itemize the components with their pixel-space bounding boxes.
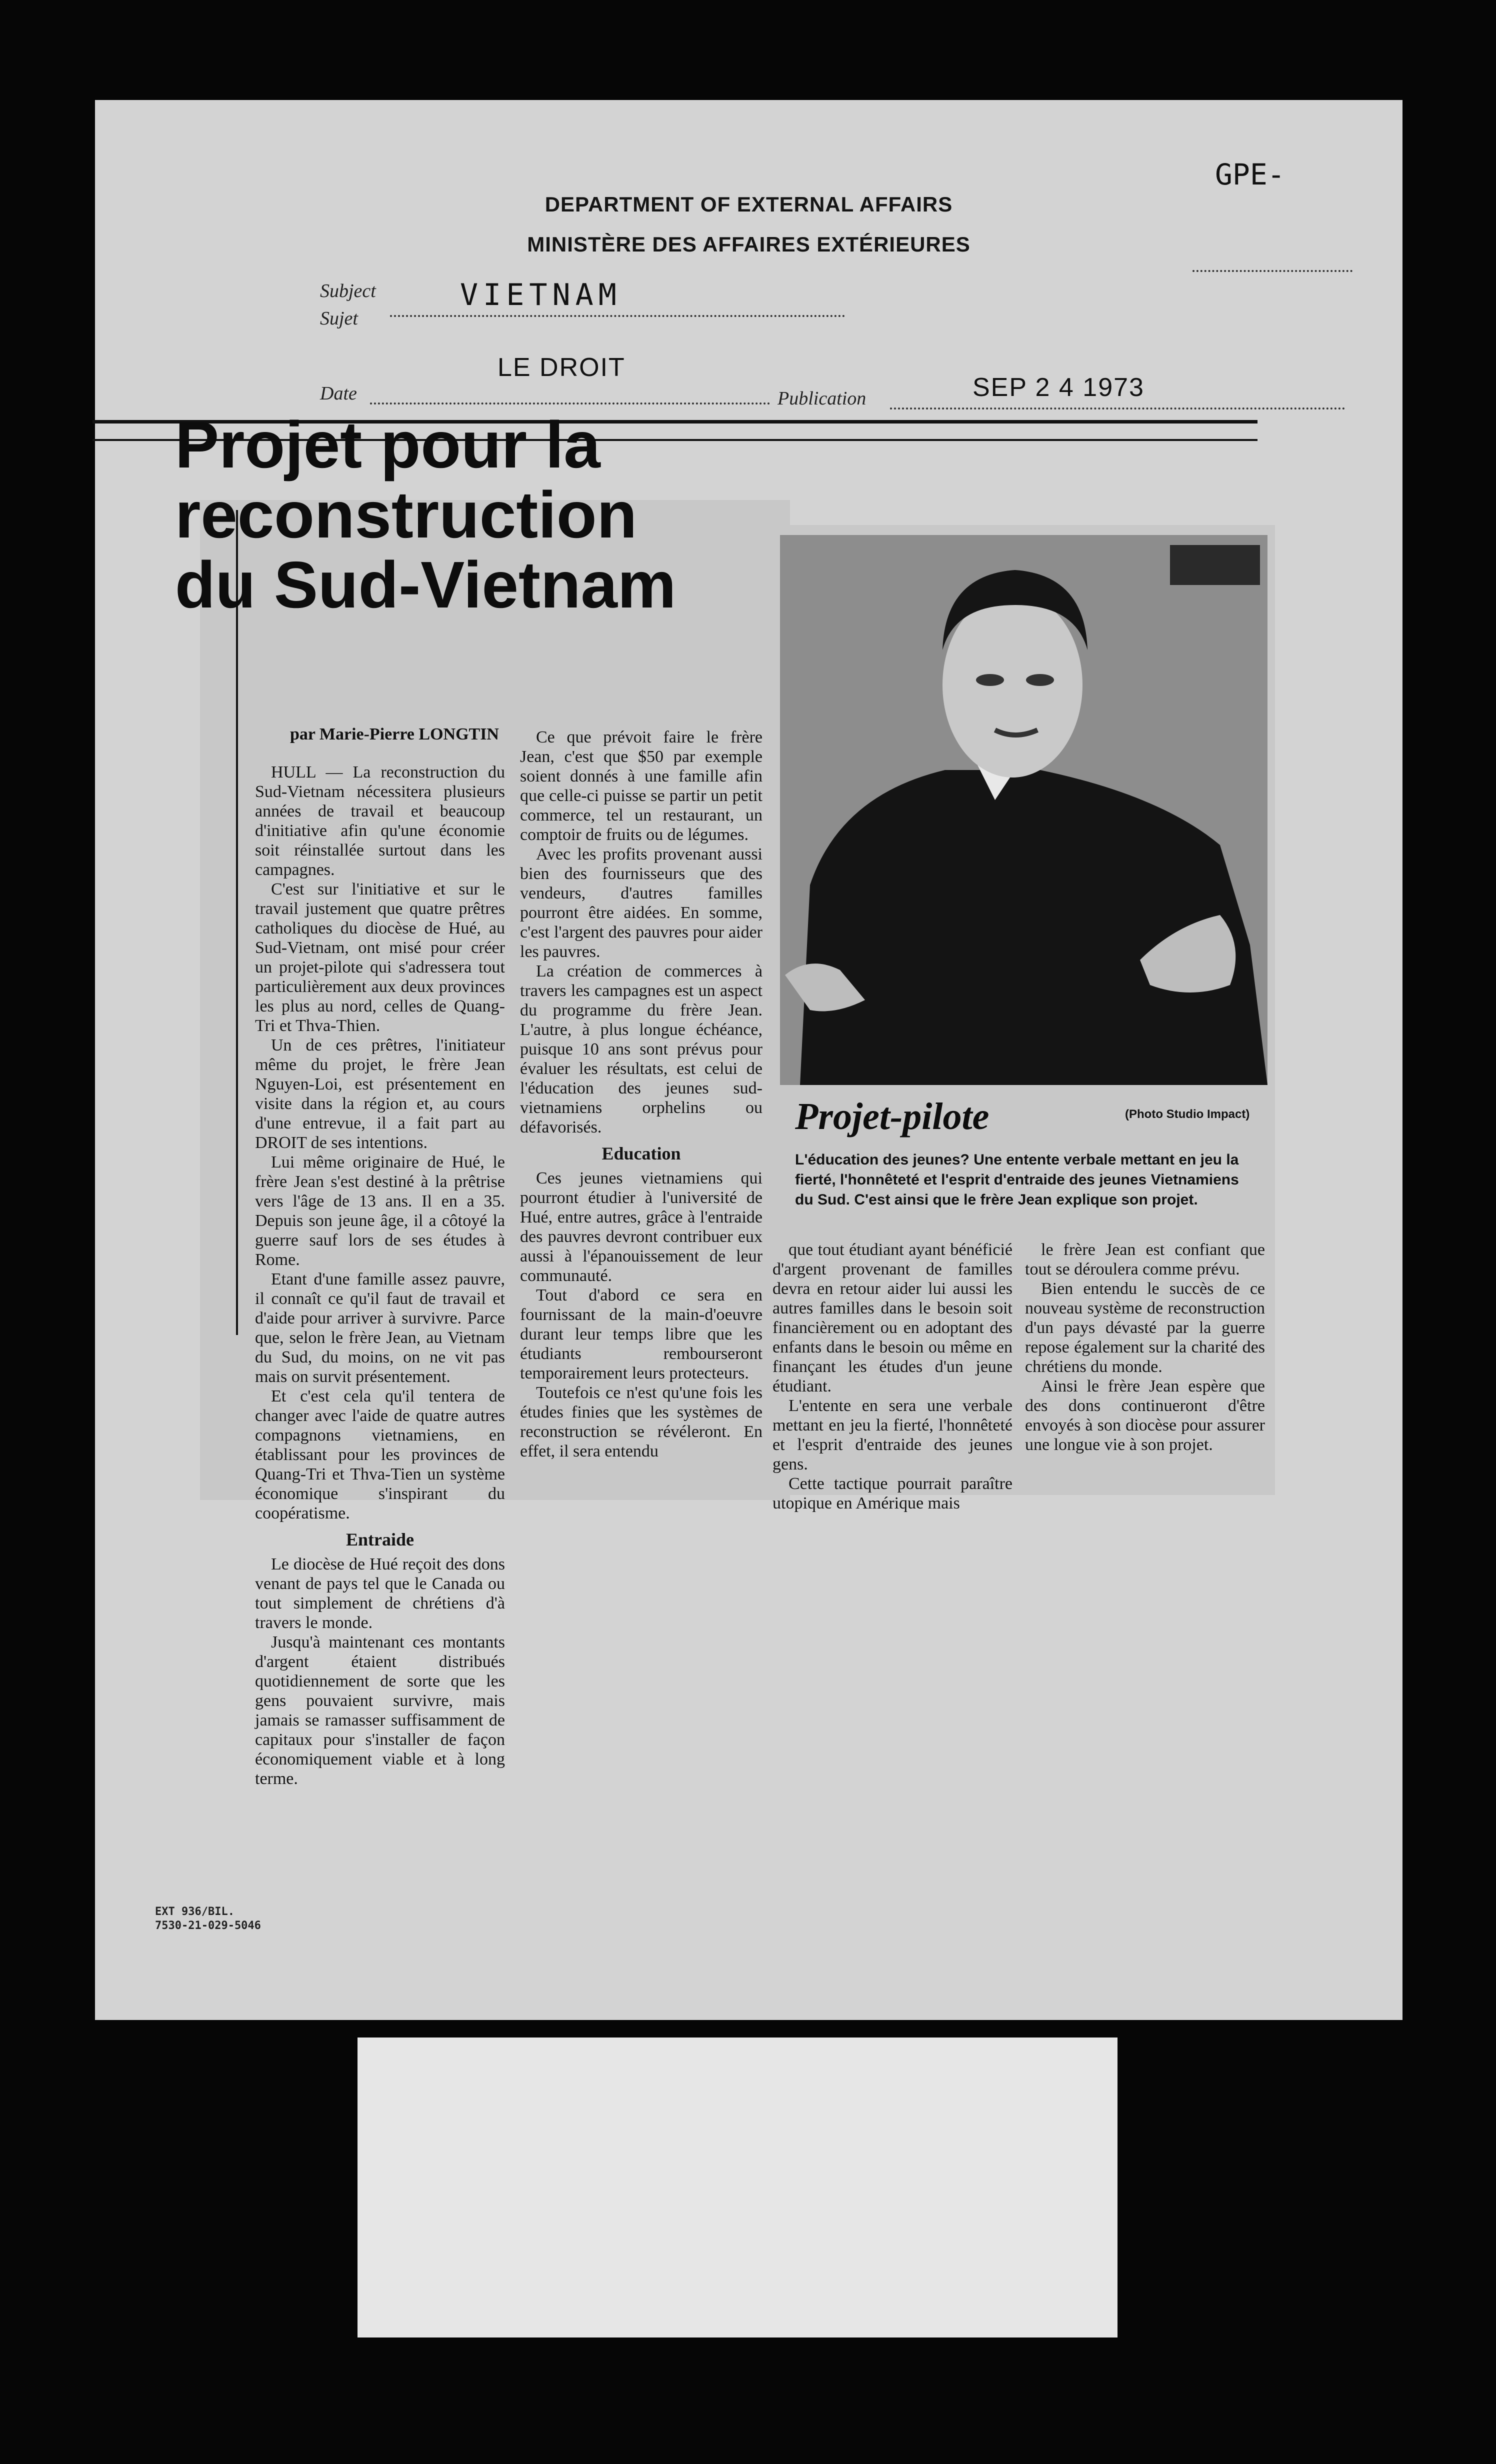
column-rule <box>236 510 238 1335</box>
department-title-fr: MINISTÈRE DES AFFAIRES EXTÉRIEURES <box>527 232 970 256</box>
subject-value: VIETNAM <box>460 278 622 312</box>
article-column-2 <box>520 728 762 1461</box>
sujet-label: Sujet <box>320 308 358 329</box>
paragraph: que tout étudiant ayant bénéficié d'argent provenant de familles devra en retour aider lui aussi les autres familles dans le besoin soit financièrement ou en adoptant des enfants dans le besoin ou même en finançant les études d'un jeune étudiant. <box>772 1240 1012 1396</box>
article-column-3 <box>772 1240 1012 1513</box>
paragraph: Toutefois ce n'est qu'une fois les études finies que les systèmes de reconstruction se révéleront. En effet, il sera entendu <box>520 1384 762 1460</box>
publication-dots <box>890 408 1345 410</box>
paragraph: Tout d'abord ce sera en fournissant de la main-d'oeuvre durant leur temps libre que les étudiants rembourseront temporairement leurs protecteurs. <box>520 1286 762 1382</box>
paragraph: Le diocèse de Hué reçoit des dons venant de pays tel que le Canada ou tout simplement de chrétiens d'à travers le monde. <box>255 1555 505 1632</box>
paragraph: le frère Jean est confiant que tout se déroulera comme prévu. <box>1025 1240 1265 1278</box>
paragraph: Jusqu'à maintenant ces montants d'argent étaient distribués quotidiennement de sorte que les gens pouvaient survivre, mais jamais se ramasser suffisamment de capitaux pour s'installer de façon économiquement viable et à long terme. <box>255 1633 505 1788</box>
date-dots <box>370 402 770 404</box>
byline: par Marie-Pierre LONGTIN <box>290 725 499 744</box>
paragraph: L'entente en sera une verbale mettant en jeu la fierté, l'honnêteté et l'esprit d'entraide des jeunes gens. <box>772 1396 1012 1474</box>
photo-credit: (Photo Studio Impact) <box>1125 1108 1250 1121</box>
paper-slip <box>358 2038 1118 2338</box>
date-value: LE DROIT <box>498 353 626 382</box>
section-heading-education: Education <box>602 1144 681 1164</box>
photo-caption: L'éducation des jeunes? Une entente verbale mettant en jeu la fierté, l'honnêteté et l'esprit d'entraide des jeunes Vietnamiens du Sud. C'est ainsi que le frère Jean explique son projet. <box>795 1152 1239 1208</box>
paragraph: Un de ces prêtres, l'initiateur même du projet, le frère Jean Nguyen-Loi, est présentement en visite dans la région et, au cours d'une entrevue, il a fait part au DROIT de ses intentions. <box>255 1036 505 1152</box>
portrait-photo <box>780 535 1268 1085</box>
form-code-line-1: EXT 936/BIL. <box>155 1906 234 1918</box>
file-mark: GPE- <box>1215 158 1285 192</box>
portrait-figure <box>780 535 1268 1085</box>
headline-line-3: du Sud-Vietnam <box>175 548 676 622</box>
paragraph: Avec les profits provenant aussi bien des fournisseurs que des vendeurs, d'autres familles pourront être aidées. En somme, c'est l'argent des pauvres pour aider les pauvres. <box>520 845 762 961</box>
paragraph: Bien entendu le succès de ce nouveau système de reconstruction d'un pays dévasté par la guerre repose également sur la charité des chrétiens du monde. <box>1025 1280 1265 1376</box>
paragraph: Cette tactique pourrait paraître utopique en Amérique mais <box>772 1474 1012 1512</box>
date-label: Date <box>320 383 357 404</box>
subject-dots <box>390 315 845 317</box>
file-dots <box>1192 270 1352 272</box>
paragraph: Ces jeunes vietnamiens qui pourront étudier à l'université de Hué, entre autres, grâce à l'entraide des pauvres devront contribuer eux aussi à l'épanouissement de leur communauté. <box>520 1169 762 1285</box>
paragraph: C'est sur l'initiative et sur le travail justement que quatre prêtres catholiques du diocèse de Hué, au Sud-Vietnam, ont misé pour créer un projet-pilote qui s'adressera tout particulièrement aux deux provinces les plus au nord, celles de Quang-Tri et Thva-Thien. <box>255 880 505 1035</box>
article-column-1 <box>255 762 505 1788</box>
paragraph: Et c'est cela qu'il tentera de changer avec l'aide de quatre autres compagnons vietnamiens, en établissant pour les provinces de Quang-Tri et Thva-Tien un système économique s'inspirant du coopératisme. <box>255 1387 505 1522</box>
publication-value: SEP 2 4 1973 <box>972 373 1144 402</box>
paragraph: HULL — La reconstruction du Sud-Vietnam nécessitera plusieurs années de travail et beaucoup d'initiative afin qu'une économie soit réinstallée surtout dans les campagnes. <box>255 763 505 879</box>
department-title-en: DEPARTMENT OF EXTERNAL AFFAIRS <box>544 192 953 216</box>
headline <box>175 410 800 620</box>
form-code <box>155 1905 261 1933</box>
section-heading-entraide: Entraide <box>346 1530 414 1550</box>
paragraph: Ainsi le frère Jean espère que des dons continueront d'être envoyés à son diocèse pour assurer une longue vie à son projet. <box>1025 1377 1265 1454</box>
paragraph: La création de commerces à travers les campagnes est un aspect du programme du frère Jean. L'autre, à plus longue échéance, puisque 10 ans sont prévus pour évaluer les résultats, est celui de l'éducation des jeunes sud-vietnamiens orphelins ou défavorisés. <box>520 962 762 1136</box>
headline-line-1: Projet pour la <box>175 408 600 482</box>
headline-line-2: reconstruction <box>175 478 638 552</box>
paragraph: Ce que prévoit faire le frère Jean, c'est que $50 par exemple soient donnés à une famille afin que celle-ci puisse se partir un petit commerce, tel un restaurant, un comptoir de fruits ou de légumes. <box>520 728 762 844</box>
subject-label: Subject <box>320 280 376 302</box>
caption-subhead: Projet-pilote <box>795 1096 990 1138</box>
paragraph: Etant d'une famille assez pauvre, il connaît ce qu'il faut de travail et d'aide pour arriver à survivre. Parce que, selon le frère Jean, au Vietnam du Sud, du moins, on ne vit pas mais on survit présentement. <box>255 1270 505 1386</box>
paragraph: Lui même originaire de Hué, le frère Jean s'est destiné à la prêtrise vers l'âge de 13 ans. Il en a 35. Depuis son jeune âge, il a côtoyé la guerre sauf lors de ses études à Rome. <box>255 1153 505 1269</box>
publication-label: Publication <box>778 388 866 409</box>
article-column-4 <box>1025 1240 1265 1454</box>
form-code-line-2: 7530-21-029-5046 <box>155 1920 261 1932</box>
